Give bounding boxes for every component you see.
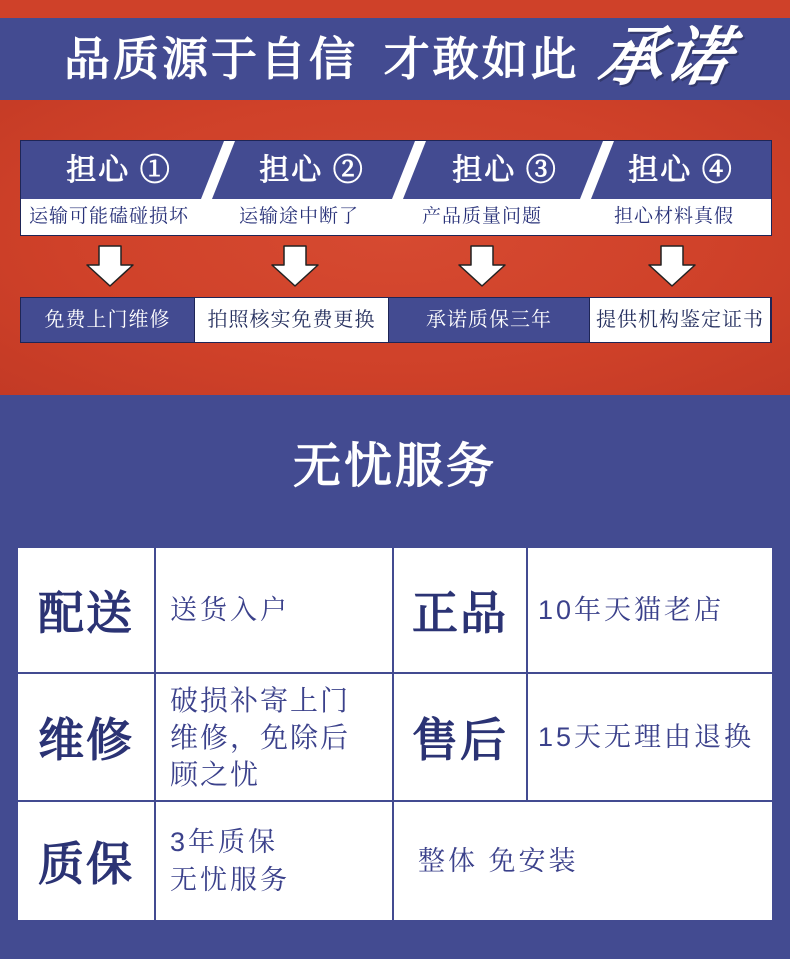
brush-calligraphy-title: 承诺 [593,22,739,93]
worry-caption-3: 产品质量问题 [421,206,542,227]
header-banner [0,18,790,100]
promise-section [0,100,790,395]
label-delivery: 配送 [18,548,154,672]
text-line: 10年天猫老店 [538,595,725,625]
service-title: 无忧服务 [292,440,497,493]
down-arrow-icon [271,245,319,287]
slash-divider [392,141,426,199]
label-warranty: 质保 [18,802,154,920]
worry-caption-2: 运输途中断了 [238,206,359,227]
top-red-strip [0,0,790,18]
solution-row [20,297,772,343]
solution-certificate: 提供机构鉴定证书 [589,298,771,342]
headline: 品质源于自信 才敢如此 [64,33,580,85]
delivery-detail [156,548,392,672]
down-arrow-icon [86,245,134,287]
solution-free-repair: 免费上门维修 [21,298,194,342]
text-line: 整体 免安装 [418,846,579,876]
worry-caption-1: 运输可能磕碰损坏 [28,206,189,227]
after-sales-detail [528,674,772,800]
text-line: 无忧服务 [170,865,290,895]
service-table [18,548,772,920]
repair-detail [156,674,392,800]
down-arrow-icon [648,245,696,287]
warranty-detail [156,802,392,920]
solution-warranty: 承诺质保三年 [389,298,589,342]
worry-label-1: 担心 ① [66,154,172,187]
text-line: 15天无理由退换 [538,722,755,752]
service-section [0,395,790,959]
label-after-sales: 售后 [394,674,526,800]
slash-divider [201,141,235,199]
genuine-detail [528,548,772,672]
text-line: 维修，免除后 [170,721,351,753]
worry-bar [20,140,772,236]
down-arrow-icon [458,245,506,287]
worry-label-4: 担心 ④ [628,154,734,187]
solution-photo-exchange: 拍照核实免费更换 [194,298,389,342]
worry-caption-4: 担心材料真假 [613,206,734,227]
text-line: 3年质保 [170,827,279,857]
text-line: 顾之忧 [170,758,261,790]
text-line: 破损补寄上门 [170,684,351,716]
worry-label-3: 担心 ③ [452,154,558,187]
worry-label-2: 担心 ② [259,154,365,187]
text-line: 送货入户 [170,595,290,625]
install-detail [394,802,772,920]
label-genuine: 正品 [394,548,526,672]
label-repair: 维修 [18,674,154,800]
